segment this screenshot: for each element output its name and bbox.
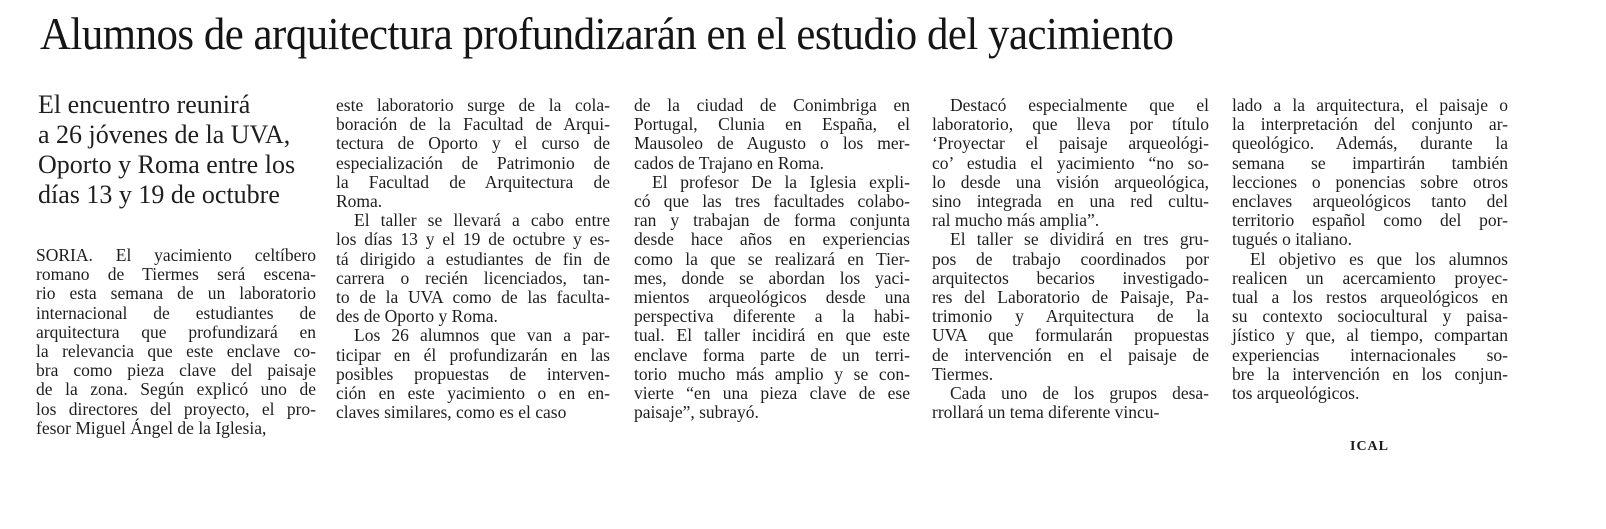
paragraph — [932, 230, 1209, 384]
text-line: El objetivo es que los alumnos — [1250, 248, 1508, 269]
paragraph — [1232, 96, 1508, 250]
article-column-2 — [336, 96, 610, 422]
text-line: enclaves arqueológicos tanto del — [1232, 191, 1508, 212]
text-line: rrollará un tema diferente vincu- — [932, 402, 1160, 423]
text-line: mes, donde se abordan los yaci- — [634, 267, 910, 288]
text-line: enclave forma parte de un terri- — [634, 344, 910, 365]
article-column-3 — [634, 96, 910, 422]
text-line: bra como pieza clave del paisaje — [36, 360, 316, 381]
subhead-line: El encuentro reunirá — [38, 90, 251, 119]
text-line: trimonio y Arquitectura de la — [932, 306, 1209, 327]
text-line: arquitectos becarios investigado- — [932, 267, 1209, 288]
text-line: to de la UVA como de las faculta- — [336, 287, 610, 308]
text-line: su contexto sociocultural y paisa- — [1232, 306, 1508, 327]
text-line: este laboratorio surge de la cola- — [336, 95, 610, 115]
text-line: jístico y que, al tiempo, compartan — [1232, 325, 1508, 346]
paragraph — [634, 96, 910, 173]
text-line: rio esta semana de un laboratorio — [36, 283, 316, 304]
text-line: des de Oporto y Roma. — [336, 306, 498, 327]
headline: Alumnos de arquitectura profundizarán en el estudio del yacimiento — [40, 8, 1174, 59]
paragraph — [36, 246, 316, 438]
subheadline — [38, 90, 323, 210]
text-line: El taller se llevará a cabo entre — [354, 210, 610, 231]
text-line: boración de la Facultad de Arqui- — [336, 114, 610, 135]
text-line: de la ciudad de Conimbriga en — [634, 95, 910, 115]
text-line: Destacó especialmente que el — [950, 95, 1209, 115]
text-line: carrera o recién licenciados, tan- — [336, 267, 610, 288]
text-line: tos arqueológicos. — [1232, 383, 1360, 404]
text-line: ción en este yacimiento o en en- — [336, 383, 610, 404]
paragraph — [336, 96, 610, 211]
text-line: Portugal, Clunia en España, el — [634, 114, 910, 135]
text-line: la relevancia que este enclave co- — [36, 341, 316, 362]
text-line: territorio español como del por- — [1232, 210, 1508, 231]
text-line: fesor Miguel Ángel de la Iglesia, — [36, 417, 267, 438]
text-line: bre la intervención en los conjun- — [1232, 363, 1508, 384]
text-line: mientos arqueológicos desde una — [634, 287, 910, 308]
paragraph — [1232, 250, 1508, 404]
text-line: especialización de Patrimonio de — [336, 152, 610, 173]
text-line: ticipar en él profundizarán en las — [336, 344, 610, 365]
text-line: torio mucho más amplio y se con- — [634, 363, 910, 384]
text-line: tual a los restos arqueológicos en — [1232, 287, 1508, 308]
text-line: desde hace años en experiencias — [634, 229, 910, 250]
text-line: ran y trabajan de forma conjunta — [634, 210, 910, 231]
text-line: ral mucho más amplia”. — [932, 210, 1100, 231]
text-line: de la zona. Según explicó uno de — [36, 379, 316, 400]
text-line: queológico. Además, durante la — [1232, 133, 1508, 154]
text-line: El profesor De la Iglesia expli- — [652, 171, 910, 192]
text-line: Los 26 alumnos que van a par- — [354, 325, 610, 346]
text-line: claves similares, como es el caso — [336, 402, 567, 423]
text-line: los días 13 y el 19 de octubre y es- — [336, 229, 610, 250]
text-line: paisaje”, subrayó. — [634, 402, 759, 423]
paragraph — [634, 173, 910, 423]
subhead-line: días 13 y 19 de octubre — [38, 180, 280, 209]
text-line: SORIA. El yacimiento celtíbero — [36, 245, 316, 265]
paragraph — [336, 211, 610, 326]
text-line: semana se impartirán también — [1232, 152, 1508, 173]
text-line: realicen un acercamiento proyec- — [1232, 267, 1508, 288]
text-line: como la que se realizará en Tier- — [634, 248, 910, 269]
text-line: pos de trabajo coordinados por — [932, 248, 1209, 269]
text-line: có que las tres facultades colabo- — [634, 191, 910, 212]
text-line: tual. El taller incidirá en que este — [634, 325, 910, 346]
text-line: lo desde una visión arqueológica, — [932, 171, 1209, 192]
text-line: los directores del proyecto, el pro- — [36, 398, 316, 419]
text-line: tá dirigido a estudiantes de fin de — [336, 248, 610, 269]
text-line: arquitectura que profundizará en — [36, 321, 316, 342]
paragraph — [336, 326, 610, 422]
text-line: Tiermes. — [932, 363, 994, 384]
text-line: sino integrada en una red cultu- — [932, 191, 1209, 212]
text-line: co’ estudia el yacimiento “no so- — [932, 152, 1209, 173]
paragraph — [932, 96, 1209, 230]
author-signature: ICAL — [1350, 439, 1390, 454]
article-column-4 — [932, 96, 1209, 422]
article-column-1 — [36, 246, 316, 438]
text-line: Cada uno de los grupos desa- — [950, 383, 1209, 404]
article-column-5 — [1232, 96, 1508, 403]
text-line: res del Laboratorio de Paisaje, Pa- — [932, 287, 1209, 308]
text-line: de intervención en el paisaje de — [932, 344, 1209, 365]
text-line: El taller se dividirá en tres gru- — [950, 229, 1209, 250]
text-line: laboratorio, que lleva por título — [932, 114, 1209, 135]
text-line: la Facultad de Arquitectura de — [336, 171, 610, 192]
subhead-line: a 26 jóvenes de la UVA, — [38, 120, 291, 149]
text-line: la interpretación del conjunto ar- — [1232, 114, 1508, 135]
text-line: romano de Tiermes será escena- — [36, 264, 316, 285]
text-line: UVA que formularán propuestas — [932, 325, 1209, 346]
text-line: Mausoleo de Augusto o los mer- — [634, 133, 910, 154]
text-line: Roma. — [336, 191, 383, 212]
text-line: posibles propuestas de interven- — [336, 363, 610, 384]
text-line: tugués o italiano. — [1232, 229, 1353, 250]
text-line: perspectiva diferente a la habi- — [634, 306, 910, 327]
text-line: lecciones o ponencias sobre otros — [1232, 171, 1508, 192]
text-line: internacional de estudiantes de — [36, 302, 316, 323]
text-line: vierte “en una pieza clave de ese — [634, 383, 910, 404]
text-line: lado a la arquitectura, el paisaje o — [1232, 95, 1508, 115]
text-line: experiencias internacionales so- — [1232, 344, 1508, 365]
text-line: cados de Trajano en Roma. — [634, 152, 825, 173]
subhead-line: Oporto y Roma entre los — [38, 150, 296, 179]
text-line: tectura de Oporto y el curso de — [336, 133, 610, 154]
text-line: ‘Proyectar el paisaje arqueológi- — [932, 133, 1209, 154]
paragraph — [932, 384, 1209, 422]
